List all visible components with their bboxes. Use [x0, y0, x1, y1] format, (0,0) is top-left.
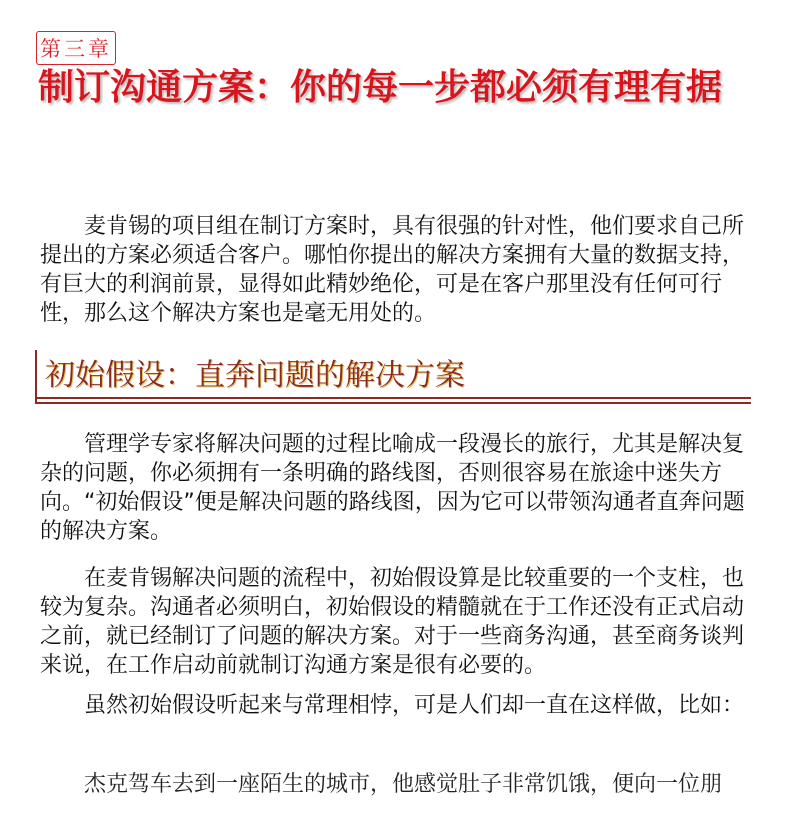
body-paragraph: 管理学专家将解决问题的过程比喻成一段漫长的旅行，尤其是解决复杂的问题，你必须拥有一条明确的路线图，否则很容易在旅途中迷失方向。“初始假设”便是解决问题的路线图，因为它可以带领沟通者直奔问题的解决方案。 — [40, 432, 745, 544]
body-paragraph: 虽然初始假设听起来与常理相悖，可是人们却一直在这样做，比如： — [84, 693, 745, 718]
intro-paragraph: 麦肯锡的项目组在制订方案时，具有很强的针对性，他们要求自己所提出的方案必须适合客户。哪怕你提出的解决方案拥有大量的数据支持，有巨大的利润前景，显得如此精妙绝伦，可是在客户那里没有任何可行性，那么这个解决方案也是毫无用处的。 — [40, 214, 745, 326]
quote-paragraph: 杰克驾车去到一座陌生的城市，他感觉肚子非常饥饿，便向一位朋 — [84, 772, 723, 797]
section-heading: 初始假设：直奔问题的解决方案 — [45, 358, 465, 393]
body-paragraph: 在麦肯锡解决问题的流程中，初始假设算是比较重要的一个支柱，也较为复杂。沟通者必须明白，初始假设的精髓就在于工作还没有正式启动之前，就已经制订了问题的解决方案。对于一些商务沟通，甚至商务谈判来说，在工作启动前就制订沟通方案是很有必要的。 — [40, 566, 745, 678]
heading-rule — [35, 397, 751, 399]
heading-left-bar — [35, 350, 37, 402]
chapter-title: 制订沟通方案：你的每一步都必须有理有据 — [38, 67, 723, 108]
section-header — [35, 350, 751, 405]
chapter-label: 第三章 — [36, 31, 116, 65]
heading-rule — [35, 402, 751, 404]
